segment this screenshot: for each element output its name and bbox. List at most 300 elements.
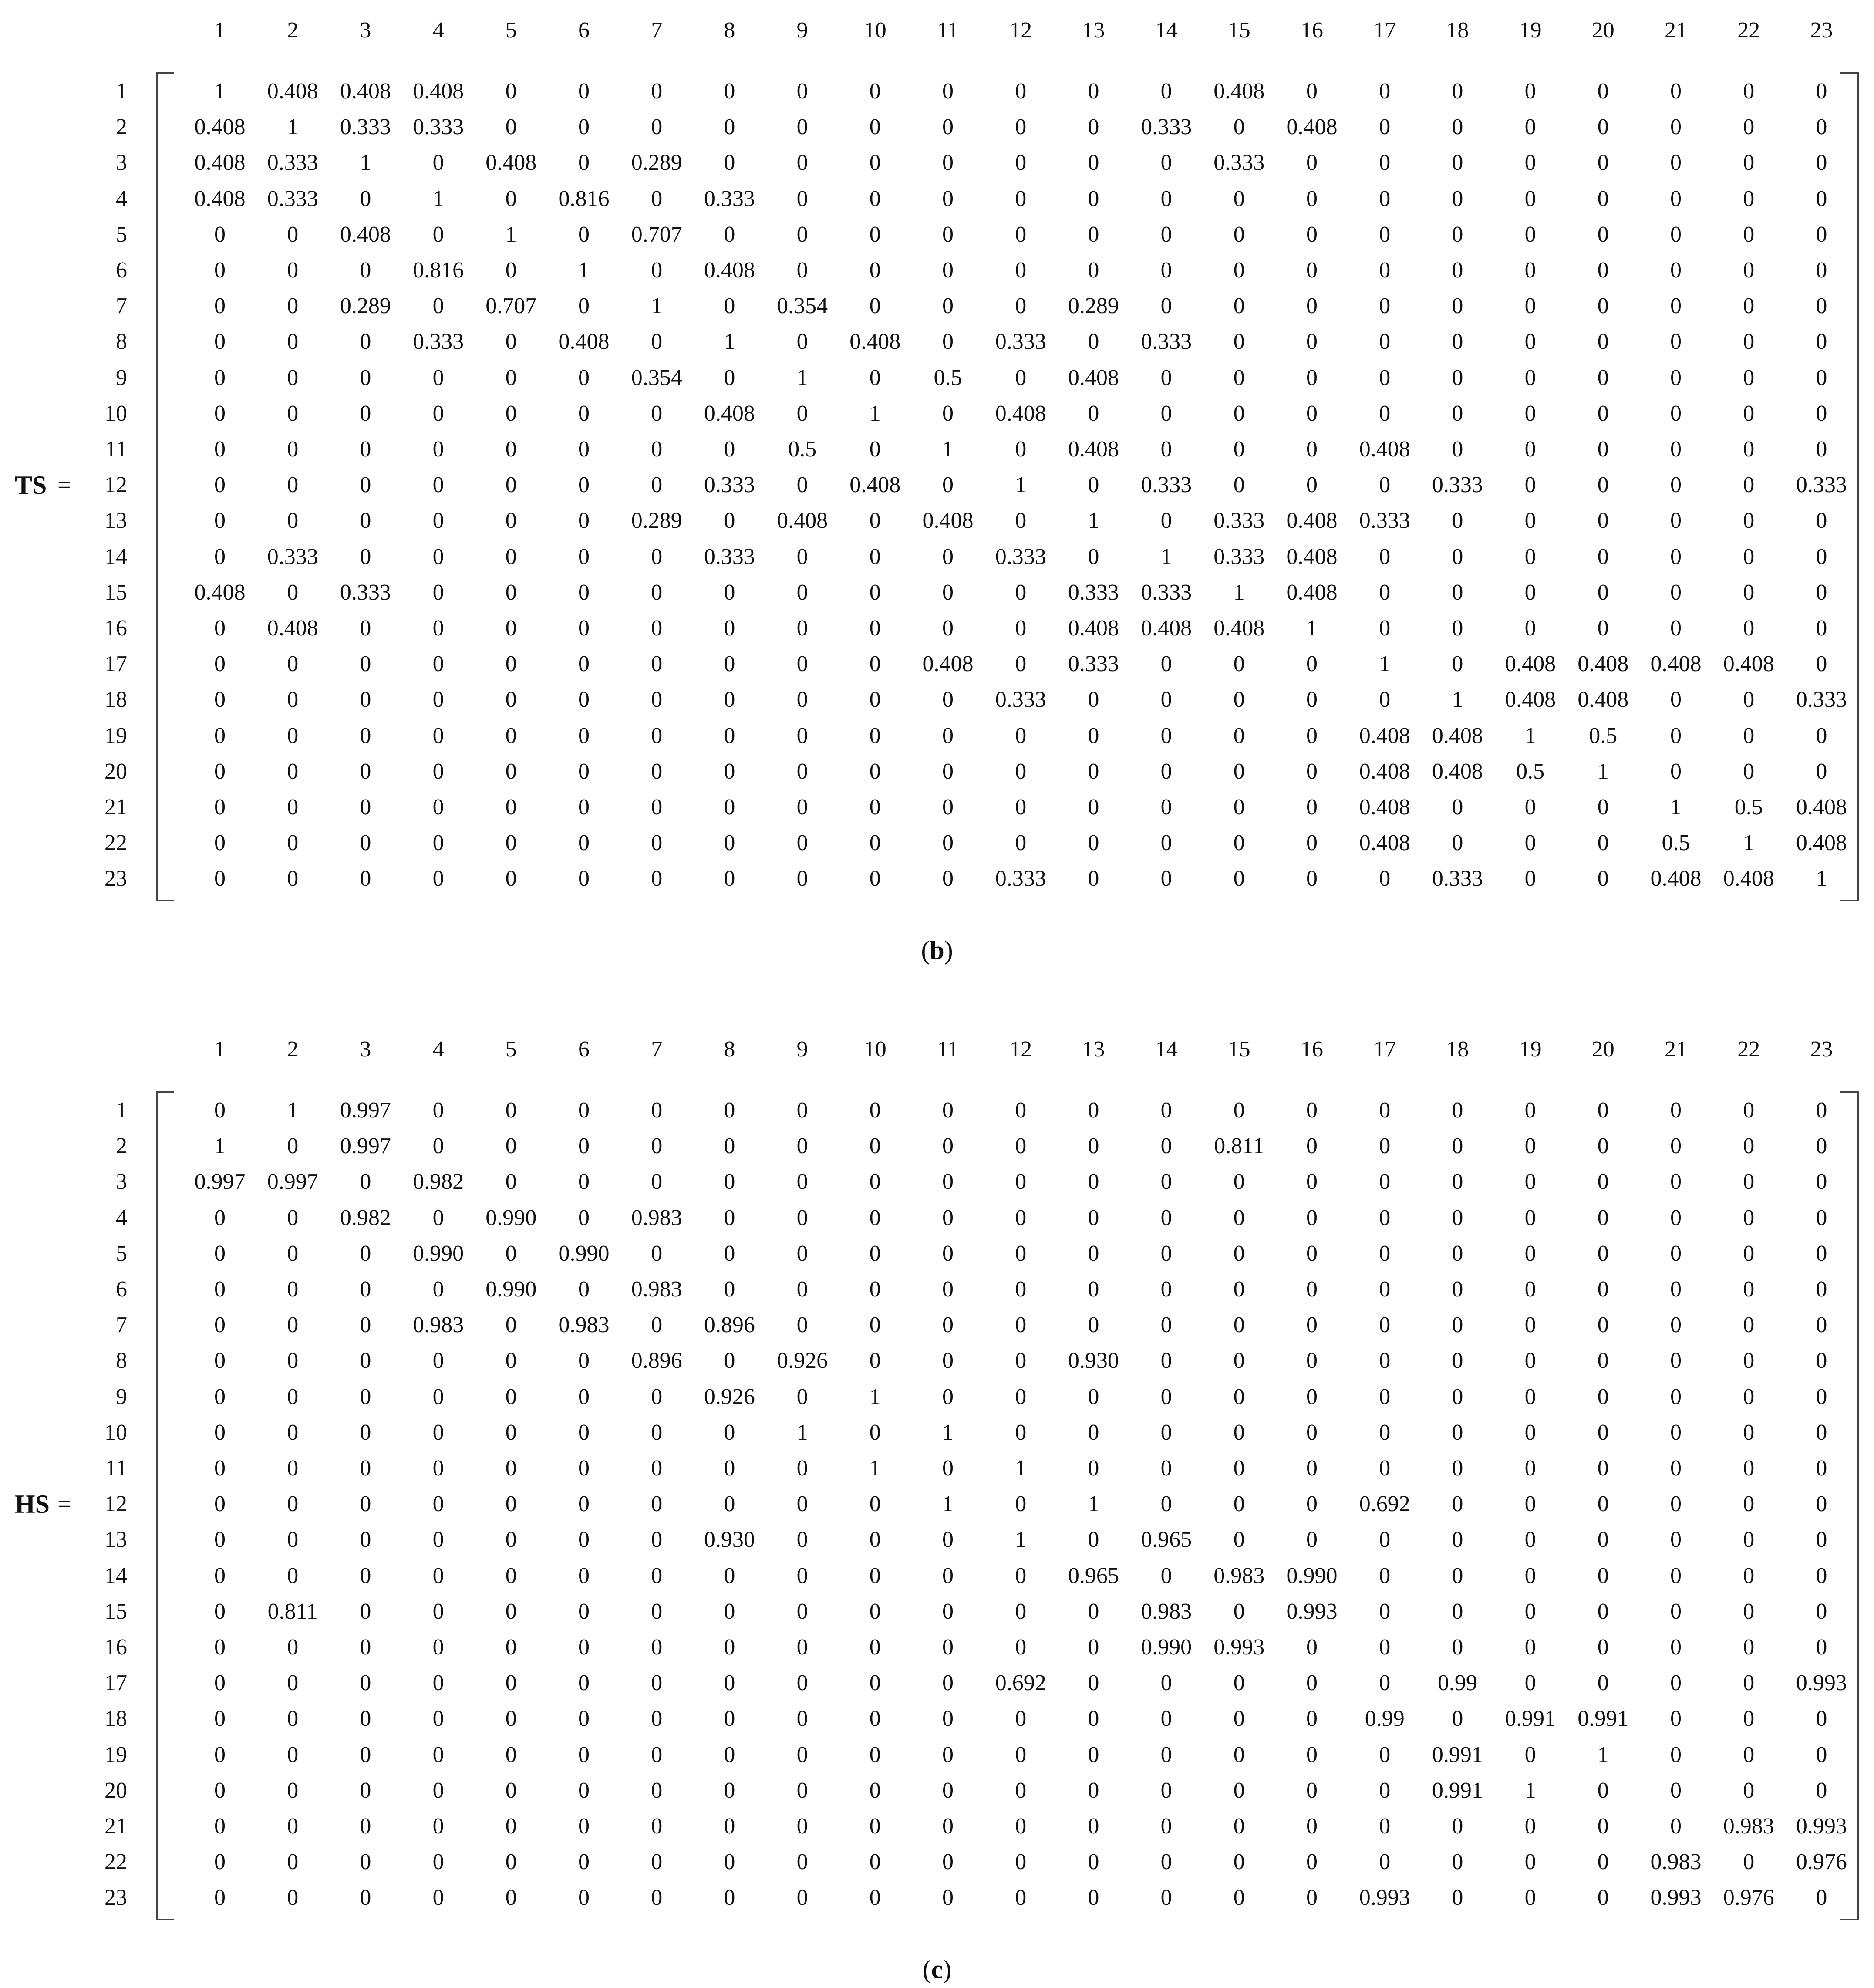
matrix-cell: 0 (1816, 1742, 1827, 1767)
matrix-cell: 0 (1088, 1814, 1099, 1839)
matrix-cell: 0 (1743, 616, 1755, 641)
matrix-cell: 0.333 (704, 544, 755, 569)
matrix-cell: 0 (942, 866, 954, 891)
matrix-cell: 0 (1597, 1241, 1609, 1266)
matrix-cell: 0.408 (1286, 508, 1338, 533)
matrix-cell: 0 (1233, 759, 1245, 784)
matrix-cell: 0 (869, 79, 881, 104)
matrix-cell: 0 (1306, 1742, 1318, 1767)
matrix-cell: 1 (287, 115, 299, 140)
matrix-cell: 0 (578, 1420, 590, 1445)
row-label: 19 (104, 1742, 127, 1767)
matrix-cell: 1 (1452, 687, 1463, 712)
matrix-cell: 0 (505, 329, 517, 354)
matrix-cell: 0 (796, 329, 808, 354)
matrix-cell: 0.990 (485, 1277, 537, 1302)
matrix-cell: 0 (1088, 830, 1099, 856)
matrix-cell: 0 (796, 1742, 808, 1767)
matrix-cell: 0.5 (934, 365, 962, 390)
matrix-cell: 0 (505, 1671, 517, 1696)
matrix-cell: 0 (578, 401, 590, 426)
matrix-cell: 0 (1160, 186, 1172, 211)
matrix-cell: 0 (942, 186, 954, 211)
matrix-cell: 0 (869, 1169, 881, 1195)
matrix-cell: 0 (1524, 1742, 1536, 1767)
row-label: 11 (105, 1456, 127, 1481)
matrix-cell: 0 (1160, 508, 1172, 533)
matrix-cell: 0.926 (704, 1384, 755, 1409)
matrix-cell: 0 (1597, 473, 1609, 498)
matrix-cell: 0 (651, 1814, 663, 1839)
matrix-cell: 0 (578, 866, 590, 891)
matrix-cell: 0 (578, 1563, 590, 1588)
matrix-cell: 0 (796, 1134, 808, 1159)
matrix-cell: 0 (724, 437, 735, 462)
matrix-cell: 0 (505, 795, 517, 820)
matrix-cell: 0 (1379, 1134, 1391, 1159)
matrix-cell: 0 (578, 1885, 590, 1910)
matrix-cell: 0 (287, 437, 299, 462)
matrix-cell: 0 (1233, 401, 1245, 426)
matrix-cell: 0 (1306, 1277, 1318, 1302)
matrix-cell: 0 (1670, 1635, 1682, 1660)
matrix-cell: 0 (1597, 1169, 1609, 1195)
matrix-cell: 0 (432, 437, 444, 462)
matrix-cell: 0 (578, 1492, 590, 1517)
matrix-cell: 0 (1160, 150, 1172, 176)
matrix-cell: 0 (1015, 1205, 1027, 1230)
matrix-cell: 0 (1088, 866, 1099, 891)
matrix-cell: 0 (1379, 687, 1391, 712)
matrix-cell: 0 (942, 1134, 954, 1159)
matrix-cell: 0 (1233, 1277, 1245, 1302)
matrix-cell: 0 (214, 1706, 226, 1731)
matrix-cell: 0 (360, 1635, 371, 1660)
matrix-cell: 0 (360, 437, 371, 462)
matrix-cell: 0 (796, 1527, 808, 1553)
matrix-cell: 0 (1597, 508, 1609, 533)
matrix-cell: 0 (1452, 1277, 1463, 1302)
matrix-cell: 0 (942, 1671, 954, 1696)
matrix-cell: 0 (942, 1563, 954, 1588)
matrix-cell: 0.408 (995, 401, 1046, 426)
matrix-equals-sign: = (57, 1491, 71, 1518)
matrix-cell: 0 (1015, 1098, 1027, 1123)
row-label: 15 (104, 1599, 127, 1624)
matrix-cell: 0 (432, 1742, 444, 1767)
matrix-cell: 0 (1597, 1384, 1609, 1409)
matrix-cell: 0 (214, 1850, 226, 1875)
matrix-cell: 1 (432, 186, 444, 211)
matrix-cell: 0 (1379, 1420, 1391, 1445)
matrix-cell: 0 (724, 1134, 735, 1159)
matrix-cell: 0 (1233, 1599, 1245, 1624)
matrix-cell: 0 (432, 473, 444, 498)
matrix-cell: 0.333 (1359, 508, 1410, 533)
matrix-cell: 0 (724, 1348, 735, 1374)
matrix-cell: 0.811 (1214, 1134, 1264, 1159)
matrix-cell: 0 (724, 723, 735, 748)
matrix-cell: 0 (1743, 1671, 1755, 1696)
matrix-cell: 0 (1015, 1134, 1027, 1159)
matrix-cell: 0 (360, 473, 371, 498)
matrix-cell: 0 (1088, 1420, 1099, 1445)
matrix-cell: 0 (869, 1671, 881, 1696)
matrix-cell: 0 (214, 1814, 226, 1839)
matrix-cell: 0 (432, 759, 444, 784)
matrix-cell: 0.408 (1505, 687, 1556, 712)
matrix-cell: 0 (1015, 1742, 1027, 1767)
matrix-cell: 0 (942, 1850, 954, 1875)
matrix-cell: 1 (1379, 651, 1391, 677)
matrix-cell: 0 (1306, 1456, 1318, 1481)
matrix-cell: 0 (1524, 437, 1536, 462)
matrix-cell: 0 (214, 365, 226, 390)
matrix-cell: 0.333 (995, 687, 1046, 712)
matrix-cell: 0 (505, 1420, 517, 1445)
matrix-cell: 0 (1670, 437, 1682, 462)
matrix-cell: 0 (1816, 1205, 1827, 1230)
matrix-cell: 0 (1015, 1492, 1027, 1517)
matrix-cell: 0 (432, 508, 444, 533)
matrix-cell: 0 (1816, 1169, 1827, 1195)
matrix-cell: 0 (796, 1241, 808, 1266)
matrix-cell: 0 (1524, 616, 1536, 641)
matrix-cell: 0 (1670, 544, 1682, 569)
matrix-cell: 0 (1452, 258, 1463, 283)
matrix-cell: 0 (724, 1671, 735, 1696)
matrix-cell: 0 (1233, 1348, 1245, 1374)
matrix-cell: 0 (1670, 150, 1682, 176)
matrix-cell: 0 (1088, 222, 1099, 247)
matrix-cell: 0 (1670, 580, 1682, 605)
matrix-cell: 0 (869, 1885, 881, 1910)
matrix-cell: 0 (432, 1599, 444, 1624)
matrix-cell: 0.408 (1432, 723, 1483, 748)
matrix-cell: 0 (287, 1885, 299, 1910)
matrix-cell: 0 (432, 365, 444, 390)
matrix-cell: 0 (651, 1563, 663, 1588)
matrix-cell: 0 (432, 866, 444, 891)
matrix-cell: 0 (869, 1134, 881, 1159)
matrix-cell: 0 (1088, 1850, 1099, 1875)
matrix-cell: 0 (214, 1742, 226, 1767)
matrix-cell: 1 (1015, 1527, 1027, 1553)
matrix-cell: 0 (578, 1814, 590, 1839)
matrix-cell: 1 (1233, 580, 1245, 605)
matrix-cell: 0 (796, 544, 808, 569)
matrix-cell: 0 (1670, 1492, 1682, 1517)
matrix-cell: 0 (1670, 1098, 1682, 1123)
matrix-cell: 0 (869, 437, 881, 462)
matrix-cell: 0 (942, 687, 954, 712)
column-header: 3 (360, 1037, 371, 1062)
matrix-cell: 0 (287, 1241, 299, 1266)
column-header: 22 (1737, 1037, 1760, 1062)
matrix-cell: 0 (651, 437, 663, 462)
column-header: 5 (505, 1037, 517, 1062)
matrix-cell: 0 (1088, 1671, 1099, 1696)
matrix-cell: 0 (1597, 1205, 1609, 1230)
matrix-cell: 0 (1306, 1850, 1318, 1875)
matrix-cell: 0.408 (1796, 830, 1847, 856)
matrix-cell: 0 (1597, 1313, 1609, 1338)
matrix-right-bracket (1840, 1091, 1859, 1920)
matrix-cell: 0 (724, 115, 735, 140)
matrix-cell: 0 (1233, 186, 1245, 211)
matrix-cell: 0 (796, 1456, 808, 1481)
matrix-cell: 0.333 (1068, 580, 1119, 605)
matrix-cell: 0 (1160, 1384, 1172, 1409)
matrix-cell: 0 (505, 1169, 517, 1195)
matrix-cell: 0 (1743, 1277, 1755, 1302)
matrix-cell: 0 (1015, 1169, 1027, 1195)
matrix-cell: 0 (1160, 651, 1172, 677)
matrix-cell: 0 (942, 115, 954, 140)
matrix-cell: 0 (1379, 294, 1391, 319)
matrix-cell: 0 (287, 1205, 299, 1230)
matrix-cell: 0 (1743, 401, 1755, 426)
matrix-cell: 0 (1379, 1742, 1391, 1767)
matrix-cell: 0 (1306, 329, 1318, 354)
matrix-cell: 0 (1816, 1134, 1827, 1159)
matrix-cell: 0 (214, 329, 226, 354)
matrix-cell: 1 (869, 1384, 881, 1409)
matrix-cell: 0 (1379, 1635, 1391, 1660)
matrix-cell: 0 (1015, 1814, 1027, 1839)
matrix-cell: 0.965 (1068, 1563, 1119, 1588)
matrix-cell: 0.896 (631, 1348, 682, 1374)
matrix-cell: 0 (505, 1492, 517, 1517)
matrix-cell: 0 (1452, 1205, 1463, 1230)
matrix-cell: 0 (214, 294, 226, 319)
matrix-cell: 0.983 (631, 1205, 682, 1230)
matrix-cell: 0.930 (704, 1527, 755, 1553)
matrix-cell: 0 (1088, 1313, 1099, 1338)
row-label: 5 (116, 1241, 127, 1266)
matrix-cell: 0 (1306, 222, 1318, 247)
matrix-cell: 0 (1743, 687, 1755, 712)
matrix-cell: 0 (1816, 115, 1827, 140)
matrix-cell: 0 (1524, 1205, 1536, 1230)
matrix-cell: 0 (360, 1420, 371, 1445)
column-header: 10 (863, 1037, 886, 1062)
matrix-cell: 0.930 (1068, 1348, 1119, 1374)
matrix-cell: 0 (360, 186, 371, 211)
matrix-cell: 0 (796, 1885, 808, 1910)
matrix-cell: 0 (1015, 1706, 1027, 1731)
caption-letter: c (931, 1955, 943, 1984)
matrix-cell: 0 (1233, 1456, 1245, 1481)
matrix-cell: 0 (1233, 1205, 1245, 1230)
matrix-cell: 0 (869, 1814, 881, 1839)
matrix-cell: 0 (651, 1850, 663, 1875)
matrix-cell: 0 (432, 651, 444, 677)
matrix-cell: 0 (432, 1885, 444, 1910)
matrix-cell: 0 (1743, 759, 1755, 784)
matrix-cell: 0 (578, 1635, 590, 1660)
matrix-cell: 0 (1670, 1313, 1682, 1338)
matrix-cell: 0 (796, 1492, 808, 1517)
matrix-cell: 0 (1597, 1134, 1609, 1159)
matrix-cell: 0 (287, 258, 299, 283)
column-header: 6 (578, 1037, 590, 1062)
matrix-cell: 0 (796, 616, 808, 641)
matrix-cell: 0 (214, 1456, 226, 1481)
matrix-cell: 1 (1597, 1742, 1609, 1767)
matrix-cell: 0 (724, 795, 735, 820)
matrix-cell: 0 (578, 1098, 590, 1123)
column-header: 16 (1301, 1037, 1323, 1062)
matrix-cell: 0 (1160, 723, 1172, 748)
matrix-cell: 0 (869, 186, 881, 211)
matrix-cell: 0 (869, 1277, 881, 1302)
matrix-cell: 0 (287, 1384, 299, 1409)
matrix-cell: 0 (1306, 1313, 1318, 1338)
matrix-cell: 0 (651, 544, 663, 569)
matrix-cell: 0 (1160, 759, 1172, 784)
matrix-cell: 0 (505, 1527, 517, 1553)
matrix-cell: 0 (1233, 1885, 1245, 1910)
matrix-cell: 0 (1452, 1313, 1463, 1338)
matrix-cell: 0 (1743, 473, 1755, 498)
matrix-cell: 0 (1743, 222, 1755, 247)
matrix-cell: 0 (1452, 1492, 1463, 1517)
matrix-cell: 0 (1452, 222, 1463, 247)
matrix-cell: 0 (287, 651, 299, 677)
matrix-cell: 0.997 (340, 1134, 391, 1159)
matrix-cell: 0 (1160, 365, 1172, 390)
matrix-cell: 0 (1306, 1241, 1318, 1266)
matrix-cell: 0 (1452, 651, 1463, 677)
matrix-cell: 0 (796, 1313, 808, 1338)
matrix-cell: 0 (1306, 866, 1318, 891)
matrix-cell: 0 (1670, 1563, 1682, 1588)
matrix-cell: 0 (1743, 1527, 1755, 1553)
matrix-cell: 0 (505, 1563, 517, 1588)
matrix-cell: 0 (1160, 1420, 1172, 1445)
matrix-cell: 0 (360, 1563, 371, 1588)
matrix-cell: 0 (1816, 1098, 1827, 1123)
matrix-cell: 0 (651, 1635, 663, 1660)
matrix-cell: 0 (869, 723, 881, 748)
matrix-cell: 0.333 (1213, 544, 1265, 569)
matrix-cell: 0 (796, 723, 808, 748)
matrix-cell: 0 (724, 1635, 735, 1660)
matrix-cell: 0 (1379, 473, 1391, 498)
column-header: 13 (1082, 1037, 1105, 1062)
matrix-cell: 0 (1670, 1706, 1682, 1731)
matrix-cell: 0 (1597, 1420, 1609, 1445)
matrix-cell: 0 (505, 759, 517, 784)
matrix-cell: 0 (796, 1814, 808, 1839)
column-header: 19 (1519, 18, 1542, 43)
matrix-cell: 0.408 (1068, 437, 1119, 462)
matrix-cell: 0 (1088, 1169, 1099, 1195)
matrix-cell: 0 (1088, 401, 1099, 426)
matrix-cell: 0 (578, 687, 590, 712)
row-label: 22 (104, 1850, 127, 1875)
matrix-cell: 0.408 (1577, 651, 1629, 677)
matrix-cell: 0 (651, 1384, 663, 1409)
matrix-cell: 0 (1015, 294, 1027, 319)
matrix-cell: 0 (1524, 830, 1536, 856)
matrix-cell: 0 (1160, 1778, 1172, 1803)
matrix-cell: 0.408 (1650, 866, 1702, 891)
matrix-cell: 0 (1743, 1706, 1755, 1731)
matrix-cell: 0 (942, 795, 954, 820)
matrix-cell: 0 (1015, 580, 1027, 605)
matrix-cell: 0 (1743, 544, 1755, 569)
matrix-cell: 0.816 (558, 186, 610, 211)
matrix-cell: 0.333 (995, 544, 1046, 569)
matrix-cell: 0 (578, 544, 590, 569)
matrix-cell: 0 (578, 616, 590, 641)
matrix-cell: 0 (1379, 1778, 1391, 1803)
matrix-cell: 0.990 (485, 1205, 537, 1230)
matrix-cell: 0 (1160, 1706, 1172, 1731)
matrix-cell: 0 (1088, 1885, 1099, 1910)
matrix-cell: 0.408 (1141, 616, 1192, 641)
matrix-cell: 0 (287, 365, 299, 390)
row-label: 17 (104, 651, 127, 677)
matrix-cell: 0 (1524, 1527, 1536, 1553)
matrix-cell: 0.983 (631, 1277, 682, 1302)
matrix-cell: 0 (214, 1635, 226, 1660)
matrix-cell: 0 (1379, 1313, 1391, 1338)
matrix-cell: 0 (1379, 580, 1391, 605)
matrix-cell: 0 (1743, 329, 1755, 354)
matrix-cell: 0 (1379, 1599, 1391, 1624)
matrix-cell: 0.333 (1432, 866, 1483, 891)
matrix-cell: 0 (1379, 365, 1391, 390)
row-label: 14 (104, 1563, 127, 1588)
matrix-cell: 0 (1452, 1885, 1463, 1910)
matrix-cell: 1 (1597, 759, 1609, 784)
matrix-cell: 0.408 (267, 79, 318, 104)
matrix-cell: 0 (1160, 1456, 1172, 1481)
matrix-cell: 0.408 (704, 258, 755, 283)
matrix-cell: 0.990 (413, 1241, 464, 1266)
matrix-cell: 0 (1743, 1098, 1755, 1123)
row-label: 3 (116, 1169, 127, 1195)
matrix-cell: 0.408 (1650, 651, 1702, 677)
matrix-cell: 0 (796, 1205, 808, 1230)
matrix-cell: 0 (1160, 79, 1172, 104)
matrix-cell: 0 (1597, 1098, 1609, 1123)
matrix-cell: 0 (1306, 79, 1318, 104)
matrix-cell: 0 (724, 1778, 735, 1803)
matrix-cell: 0 (432, 1563, 444, 1588)
matrix-cell: 0 (1597, 1599, 1609, 1624)
matrix-cell: 0 (1452, 1814, 1463, 1839)
matrix-cell: 0 (1088, 473, 1099, 498)
matrix-cell: 0 (1452, 365, 1463, 390)
matrix-cell: 0 (942, 1348, 954, 1374)
matrix-cell: 0 (1015, 258, 1027, 283)
matrix-cell: 0 (214, 759, 226, 784)
matrix-cell: 0 (287, 222, 299, 247)
matrix-cell: 0 (1306, 1635, 1318, 1660)
matrix-cell: 0 (1160, 1313, 1172, 1338)
matrix-cell: 0 (1816, 1527, 1827, 1553)
matrix-cell: 0.896 (704, 1313, 755, 1338)
matrix-cell: 0 (651, 1420, 663, 1445)
matrix-cell: 0 (432, 1134, 444, 1159)
matrix-cell: 0 (1670, 616, 1682, 641)
matrix-cell: 0 (287, 795, 299, 820)
matrix-cell: 0 (214, 866, 226, 891)
